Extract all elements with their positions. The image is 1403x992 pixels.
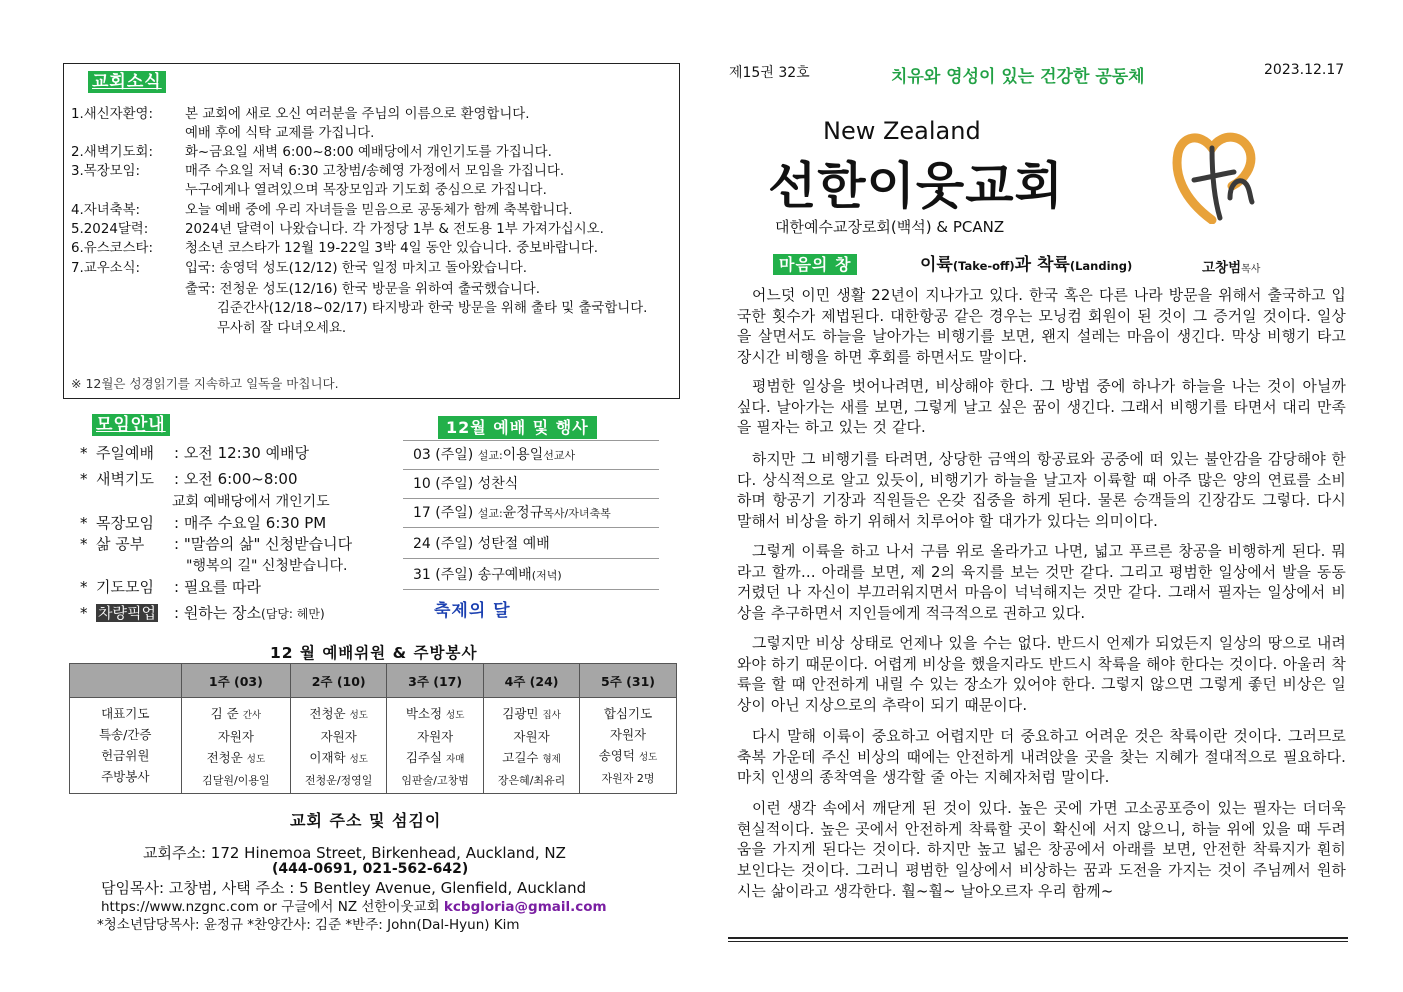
address-title: 교회 주소 및 섬김이 — [290, 811, 442, 830]
festive-month-label: 축제의 달 — [434, 601, 511, 621]
church-motto: 치유와 영성이 있는 건강한 공동체 — [891, 67, 1145, 87]
meeting-sub: 교회 예배당에서 개인기도 — [172, 494, 330, 510]
church-name-english: New Zealand — [823, 117, 981, 145]
duty-header-cell: 5주 (31) — [580, 664, 677, 698]
duty-week-cell: 전청운 성도 자원자 이재학 성도 전청운/정영일 — [291, 698, 387, 794]
meeting-item: * 주일예배 : 오전 12:30 예배당 — [80, 444, 310, 462]
event-item: 10 (주일) 성찬식 — [403, 470, 659, 499]
church-logo-icon — [1172, 128, 1258, 224]
church-phone: (444-0691, 021-562-642) — [272, 861, 469, 877]
sermon-paragraph: 다시 말해 이륙이 중요하고 어렵지만 더 중요하고 어려운 것은 착륙이란 것이다. 그러므로 축복 가운데 주신 비상의 때에는 안전하게 내려앉을 곳을 찾는 지혜가 절대적으로 필요하다. 마치 인생의 종착역을 생각할 줄 아는 지혜자처럼 말이다. — [737, 728, 1346, 787]
news-item: 3.목장모임: 매주 수요일 저녁 6:30 고창범/송혜영 가정에서 모임을 가집니다. — [71, 164, 565, 179]
denomination: 대한예수교장로회(백석) & PCANZ — [775, 218, 1005, 236]
event-item: 03 (주일) 설교:이용일선교사 — [403, 441, 659, 470]
church-address: 교회주소: 172 Hinemoa Street, Birkenhead, Auckland, NZ — [143, 844, 566, 862]
duty-header-cell — [70, 664, 182, 698]
news-item: 2.새벽기도회: 화~금요일 새벽 6:00~8:00 예배당에서 개인기도를 가집니다. — [71, 145, 552, 160]
news-item: 무사히 잘 다녀오세요. — [217, 321, 347, 336]
duty-header-cell: 1주 (03) — [181, 664, 291, 698]
meetings-title: 모임안내 — [92, 410, 170, 435]
duty-roles-cell: 대표기도 특송/간증 헌금위원 주방봉사 — [70, 698, 182, 794]
news-item: 4.자녀축복: 오늘 예배 중에 우리 자녀들을 믿음으로 공동체가 함께 축복합니다. — [71, 203, 573, 218]
duty-header-cell: 3주 (17) — [387, 664, 484, 698]
duty-header-cell: 4주 (24) — [484, 664, 580, 698]
bulletin-date: 2023.12.17 — [1264, 62, 1345, 78]
meeting-item: * 새벽기도 : 오전 6:00~8:00 — [80, 470, 298, 488]
news-item: 누구에게나 열려있으며 목장모임과 기도회 중심으로 가집니다. — [185, 183, 547, 198]
church-email[interactable]: kcbgloria@gmail.com — [443, 899, 607, 915]
news-item: 예배 후에 식탁 교제를 가집니다. — [185, 126, 375, 141]
pastor-address: 담임목사: 고창범, 사택 주소 : 5 Bentley Avenue, Glenfield, Auckland — [101, 879, 587, 897]
church-name-korean: 선한이웃교회 — [768, 157, 1064, 215]
news-item: 출국: 전청운 성도(12/16) 한국 방문을 위하여 출국했습니다. — [185, 282, 540, 297]
meeting-item: * 목장모임 : 매주 수요일 6:30 PM — [80, 514, 327, 532]
events-title: 12월 예배 및 행사 — [438, 415, 597, 438]
event-item: 31 (주일) 송구예배(저녁) — [403, 561, 659, 590]
sermon-paragraph: 평범한 일상을 벗어나려면, 비상해야 한다. 그 방법 중에 하나가 하늘을 나는 것이 아닐까 싶다. 날아가는 새를 보면, 그렇게 날고 싶은 꿈이 생긴다. 그래서 비행기를 타면서 대리 만족을 필자는 하고 있는 것 같다. — [737, 378, 1346, 437]
meeting-item: * 차량픽업 : 원하는 장소(담당: 헤만) — [80, 604, 325, 622]
duty-week-cell: 합심기도 자원자 송영덕 성도 자원자 2명 — [580, 698, 677, 794]
sermon-paragraph: 그렇지만 비상 상태로 언제나 있을 수는 없다. 반드시 언제가 되었든지 일상의 땅으로 내려와야 하기 때문이다. 어렵게 비상을 했을지라도 반드시 착륙을 해야 한다는 것이다. 아울러 착륙을 할 때 안전하게 내릴 수 있는 장소가 있어야 한다. 그렇지 않으면 그렇게 좋던 비상은 일상이 아닌 지상으로의 추락이 되기 때문이다. — [737, 635, 1346, 715]
duty-table — [69, 663, 677, 794]
news-item: 김준간사(12/18~02/17) 타지방과 한국 방문을 위해 출타 및 출국합니다. — [217, 301, 648, 316]
news-item: 5.2024달력: 2024년 달력이 나왔습니다. 각 가정당 1부 & 전도용 1부 가져가십시오. — [71, 222, 604, 237]
window-label: 마음의 창 — [773, 252, 857, 275]
event-item: 17 (주일) 설교:윤정규목사/자녀축복 — [403, 499, 659, 528]
duty-header-row — [70, 664, 677, 698]
duty-week-cell: 김광민 집사 자원자 고길수 형제 장은혜/최유리 — [484, 698, 580, 794]
pickup-label: 차량픽업 — [98, 604, 156, 622]
meeting-item: * 기도모임 : 필요를 따라 — [80, 578, 262, 596]
duty-week-cell: 박소정 성도 자원자 김주실 자매 임판술/고창범 — [387, 698, 484, 794]
sermon-paragraph: 어느덧 이민 생활 22년이 지나가고 있다. 한국 혹은 다른 나라 방문을 위해서 출국하고 입국한 횟수가 제법된다. 대한항공 같은 경우는 모닝컴 회원이 된 것이 그 증거일 것이다. 일상을 살면서도 하늘을 날아가는 비행기를 보면, 왠지 설레는 마음이 생긴다. 막상 비행기 타고 장시간 비행을 하면 후회를 하면서도 말이다. — [737, 287, 1346, 367]
footer-rule — [728, 941, 1348, 942]
sermon-author: 고창범목사 — [1202, 260, 1261, 276]
news-item: 1.새신자환영: 본 교회에 새로 오신 여러분을 주님의 이름으로 환영합니다. — [71, 107, 530, 122]
news-item: 7.교우소식: 입국: 송영덕 성도(12/12) 한국 일정 마치고 돌아왔습니다. — [71, 261, 528, 276]
church-news-title: 교회소식 — [88, 67, 166, 92]
sermon-paragraph: 그렇게 이륙을 하고 나서 구름 위로 올라가고 나면, 넓고 푸르른 창공을 비행하게 된다. 뭐라고 할까… 아래를 보면, 제 2의 육지를 보는 것만 같다. 그리고 평범한 일상에서 발을 동동거렸던 나 자신이 부끄러워지면서 마음이 넉넉해지는 것만 같다. 그래서 필자는 일상에서 비상을 추구하면서 지인들에게 적극적으로 권하고 있다. — [737, 543, 1346, 623]
news-item: 6.유스코스타: 청소년 코스타가 12월 19-22일 3박 4일 동안 있습니다. 중보바랍니다. — [71, 241, 599, 256]
website-line: https://www.nzgnc.com or 구글에서 NZ 선한이웃교회 kcbgloria@gmail.com — [101, 899, 607, 915]
news-note: ※ 12월은 성경읽기를 지속하고 일독을 마칩니다. — [71, 376, 339, 391]
footer-rule — [728, 937, 1348, 939]
duty-header-cell: 2주 (10) — [291, 664, 387, 698]
sermon-title: 이륙(Take-off)과 착륙(Landing) — [920, 255, 1133, 275]
event-item: 24 (주일) 성탄절 예배 — [403, 530, 659, 559]
meeting-sub: "행복의 길" 신청받습니다. — [186, 558, 348, 574]
sermon-paragraph: 하지만 그 비행기를 타려면, 상당한 금액의 항공료와 공중에 떠 있는 불안감을 감당해야 한다. 상식적으로 알고 있듯이, 비행기가 하늘을 날고자 이륙할 때 아주 많은 양의 연료를 소비하며 항공기 기장과 직원들은 온갖 집중을 하게 된다. 물론 승객들의 긴장감도 그렇다. 다시 말해서 비상을 하기 위해서 치루어야 할 대가가 있다는 의미이다. — [737, 451, 1346, 531]
duty-week-cell: 김 준 간사 자원자 전청운 성도 김달원/이용일 — [181, 698, 291, 794]
issue-number: 제15권 32호 — [729, 65, 810, 81]
duty-body-row — [70, 698, 677, 794]
staff-line: *청소년담당목사: 윤정규 *찬양간사: 김준 *반주: John(Dal-Hyun) Kim — [97, 917, 520, 933]
sermon-paragraph: 이런 생각 속에서 깨닫게 된 것이 있다. 높은 곳에 가면 고소공포증이 있는 필자는 더더욱 현실적이다. 높은 곳에서 안전하게 착륙할 곳이 확신에 서지 않으니, 하늘 위에 있을 때 두려움을 가지게 된다는 것이다. 하지만 높고 넓은 창공에서 아래를 보면, 안전한 착륙지가 훤히 보인다는 것이다. 그러니 평범한 일상에서 비상하는 꿈과 도전을 가지는 것이 주님께서 원하시는 삶이라고 생각한다. 훨~훨~ 날아오르자 우리 함께~ — [737, 800, 1346, 900]
duty-title: 12 월 예배위원 & 주방봉사 — [270, 644, 478, 662]
meeting-item: * 삶 공부 : "말씀의 삶" 신청받습니다 — [80, 535, 353, 553]
